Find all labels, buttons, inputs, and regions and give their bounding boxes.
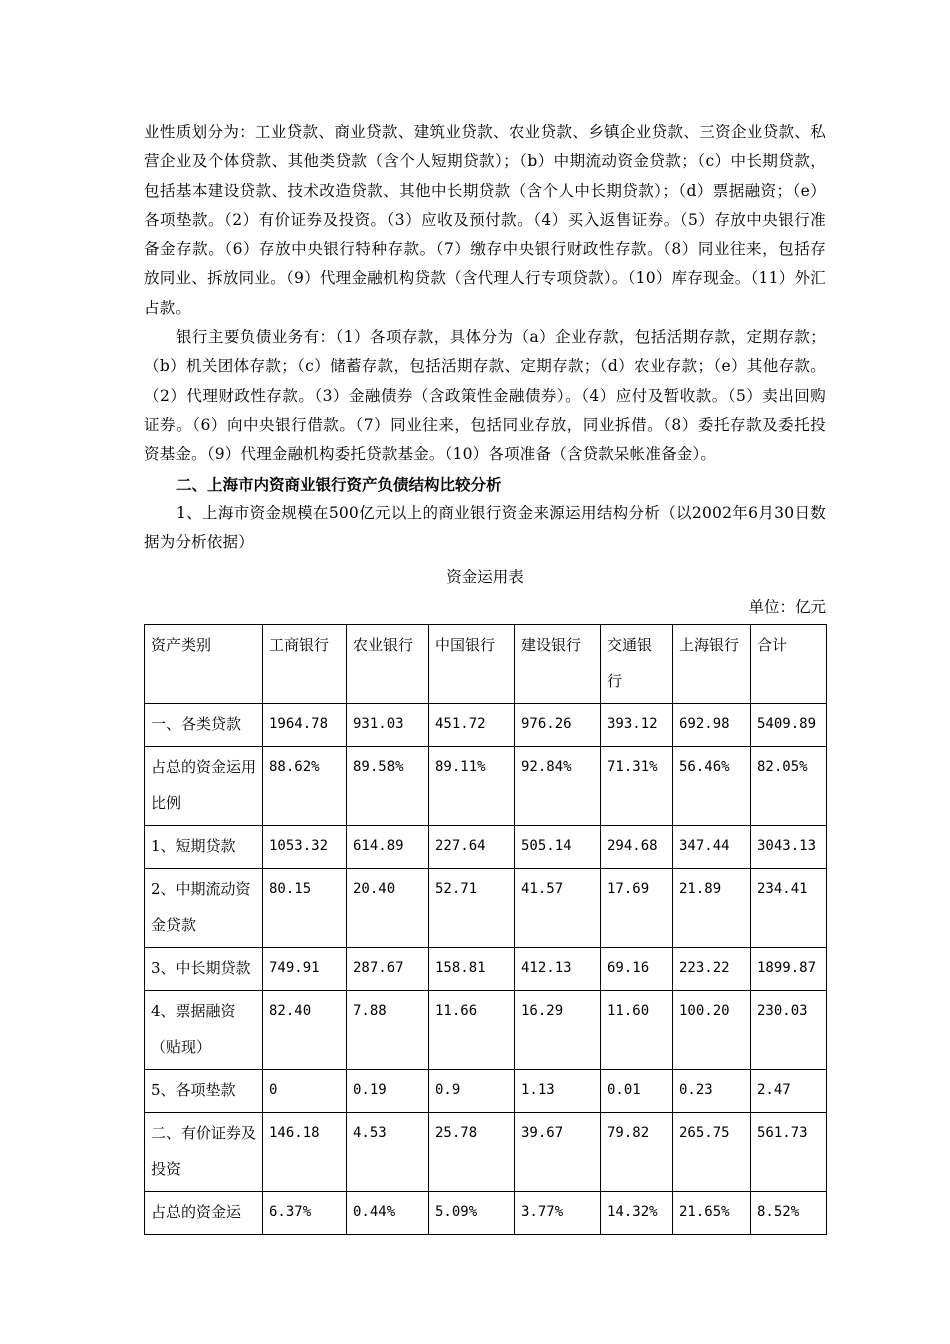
table-cell: 25.78 bbox=[429, 1113, 515, 1192]
table-cell: 2.47 bbox=[751, 1070, 827, 1113]
table-cell: 17.69 bbox=[601, 869, 673, 948]
table-header-row bbox=[145, 625, 827, 704]
section-heading: 二、上海市内资商业银行资产负债结构比较分析 bbox=[176, 474, 502, 494]
table-cell: 82.40 bbox=[263, 991, 347, 1070]
row-label-cell: 占总的资金运 bbox=[145, 1192, 263, 1235]
table-cell: 92.84% bbox=[515, 747, 601, 826]
table-cell: 21.89 bbox=[673, 869, 751, 948]
table-cell: 89.11% bbox=[429, 747, 515, 826]
table-cell: 工商银行 bbox=[263, 625, 347, 704]
table-cell: 39.67 bbox=[515, 1113, 601, 1192]
table-cell: 347.44 bbox=[673, 826, 751, 869]
paragraph-liability-business: 银行主要负债业务有：（1）各项存款，具体分为（a）企业存款，包括活期存款，定期存款；（b）机关团体存款；（c）储蓄存款，包括活期存款、定期存款；（d）农业存款；（e）其他存款。（2）代理财政性存款。（3）金融债券（含政策性金融债券）。（4）应付及暂收款。（5）卖出回购证券。（6）向中央银行借款。（7）同业往来，包括同业存放，同业拆借。（8）委托存款及委托投资基金。（9）代理金融机构委托贷款基金。（10）各项准备（含贷款呆帐准备金）。 bbox=[144, 328, 826, 464]
table-cell: 7.88 bbox=[347, 991, 429, 1070]
table-cell: 89.58% bbox=[347, 747, 429, 826]
table-cell: 3043.13 bbox=[751, 826, 827, 869]
table-cell: 505.14 bbox=[515, 826, 601, 869]
table-cell: 393.12 bbox=[601, 704, 673, 747]
table-cell: 976.26 bbox=[515, 704, 601, 747]
table-cell: 69.16 bbox=[601, 948, 673, 991]
row-label-cell: 1、短期贷款 bbox=[145, 826, 263, 869]
table-cell: 100.20 bbox=[673, 991, 751, 1070]
table-cell: 建设银行 bbox=[515, 625, 601, 704]
table-cell: 56.46% bbox=[673, 747, 751, 826]
table-cell: 931.03 bbox=[347, 704, 429, 747]
table-cell: 41.57 bbox=[515, 869, 601, 948]
table-cell: 158.81 bbox=[429, 948, 515, 991]
document-page bbox=[144, 118, 826, 1235]
table-cell: 80.15 bbox=[263, 869, 347, 948]
table-unit: 单位：亿元 bbox=[748, 597, 826, 616]
table-cell: 1964.78 bbox=[263, 704, 347, 747]
table-cell: 0.23 bbox=[673, 1070, 751, 1113]
table-row bbox=[145, 826, 827, 869]
table-row bbox=[145, 948, 827, 991]
table-cell: 11.60 bbox=[601, 991, 673, 1070]
row-label-cell: 占总的资金运用比例 bbox=[145, 747, 263, 826]
table-cell: 0.44% bbox=[347, 1192, 429, 1235]
table-cell: 6.37% bbox=[263, 1192, 347, 1235]
table-cell: 146.18 bbox=[263, 1113, 347, 1192]
table-cell: 农业银行 bbox=[347, 625, 429, 704]
table-cell: 561.73 bbox=[751, 1113, 827, 1192]
table-cell: 1899.87 bbox=[751, 948, 827, 991]
table-row bbox=[145, 1113, 827, 1192]
row-label-cell: 资产类别 bbox=[145, 625, 263, 704]
table-cell: 223.22 bbox=[673, 948, 751, 991]
table-cell: 交通银行 bbox=[601, 625, 673, 704]
table-row bbox=[145, 747, 827, 826]
table-cell: 1053.32 bbox=[263, 826, 347, 869]
table-cell: 265.75 bbox=[673, 1113, 751, 1192]
row-label-cell: 2、中期流动资金贷款 bbox=[145, 869, 263, 948]
table-cell: 88.62% bbox=[263, 747, 347, 826]
table-cell: 21.65% bbox=[673, 1192, 751, 1235]
table-cell: 451.72 bbox=[429, 704, 515, 747]
table-cell: 227.64 bbox=[429, 826, 515, 869]
table-cell: 14.32% bbox=[601, 1192, 673, 1235]
table-cell: 16.29 bbox=[515, 991, 601, 1070]
table-cell: 0.9 bbox=[429, 1070, 515, 1113]
table-cell: 614.89 bbox=[347, 826, 429, 869]
fund-usage-table bbox=[144, 624, 827, 1235]
table-cell: 1.13 bbox=[515, 1070, 601, 1113]
table-cell: 52.71 bbox=[429, 869, 515, 948]
table-cell: 中国银行 bbox=[429, 625, 515, 704]
table-cell: 71.31% bbox=[601, 747, 673, 826]
table-cell: 0.01 bbox=[601, 1070, 673, 1113]
table-cell: 合计 bbox=[751, 625, 827, 704]
row-label-cell: 一、各类贷款 bbox=[145, 704, 263, 747]
table-row bbox=[145, 869, 827, 948]
table-cell: 5.09% bbox=[429, 1192, 515, 1235]
row-label-cell: 4、票据融资（贴现） bbox=[145, 991, 263, 1070]
table-cell: 82.05% bbox=[751, 747, 827, 826]
table-cell: 0.19 bbox=[347, 1070, 429, 1113]
subsection-text: 1、上海市资金规模在500亿元以上的商业银行资金来源运用结构分析（以2002年6月30日数据为分析依据） bbox=[144, 503, 826, 552]
table-cell: 上海银行 bbox=[673, 625, 751, 704]
table-row bbox=[145, 1070, 827, 1113]
table-cell: 287.67 bbox=[347, 948, 429, 991]
table-row bbox=[145, 1192, 827, 1235]
table-caption: 资金运用表 bbox=[446, 568, 524, 587]
table-cell: 3.77% bbox=[515, 1192, 601, 1235]
row-label-cell: 二、有价证券及投资 bbox=[145, 1113, 263, 1192]
table-row bbox=[145, 704, 827, 747]
table-cell: 749.91 bbox=[263, 948, 347, 991]
row-label-cell: 5、各项垫款 bbox=[145, 1070, 263, 1113]
paragraph-asset-business: 业性质划分为：工业贷款、商业贷款、建筑业贷款、农业贷款、乡镇企业贷款、三资企业贷款、私营企业及个体贷款、其他类贷款（含个人短期贷款）；（b）中期流动资金贷款；（c）中长期贷款，包括基本建设贷款、技术改造贷款、其他中长期贷款（含个人中长期贷款）；（d）票据融资；（e）各项垫款。（2）有价证券及投资。（3）应收及预付款。（4）买入返售证券。（5）存放中央银行准备金存款。（6）存放中央银行特种存款。（7）缴存中央银行财政性存款。（8）同业往来，包括存放同业、拆放同业。（9）代理金融机构贷款（含代理人行专项贷款）。（10）库存现金。（11）外汇占款。 bbox=[144, 123, 826, 317]
table-cell: 79.82 bbox=[601, 1113, 673, 1192]
table-cell: 692.98 bbox=[673, 704, 751, 747]
table-cell: 412.13 bbox=[515, 948, 601, 991]
table-cell: 8.52% bbox=[751, 1192, 827, 1235]
table-cell: 0 bbox=[263, 1070, 347, 1113]
table-cell: 5409.89 bbox=[751, 704, 827, 747]
table-cell: 230.03 bbox=[751, 991, 827, 1070]
table-cell: 11.66 bbox=[429, 991, 515, 1070]
table-cell: 294.68 bbox=[601, 826, 673, 869]
table-cell: 4.53 bbox=[347, 1113, 429, 1192]
row-label-cell: 3、中长期贷款 bbox=[145, 948, 263, 991]
table-cell: 20.40 bbox=[347, 869, 429, 948]
table-row bbox=[145, 991, 827, 1070]
table-cell: 234.41 bbox=[751, 869, 827, 948]
